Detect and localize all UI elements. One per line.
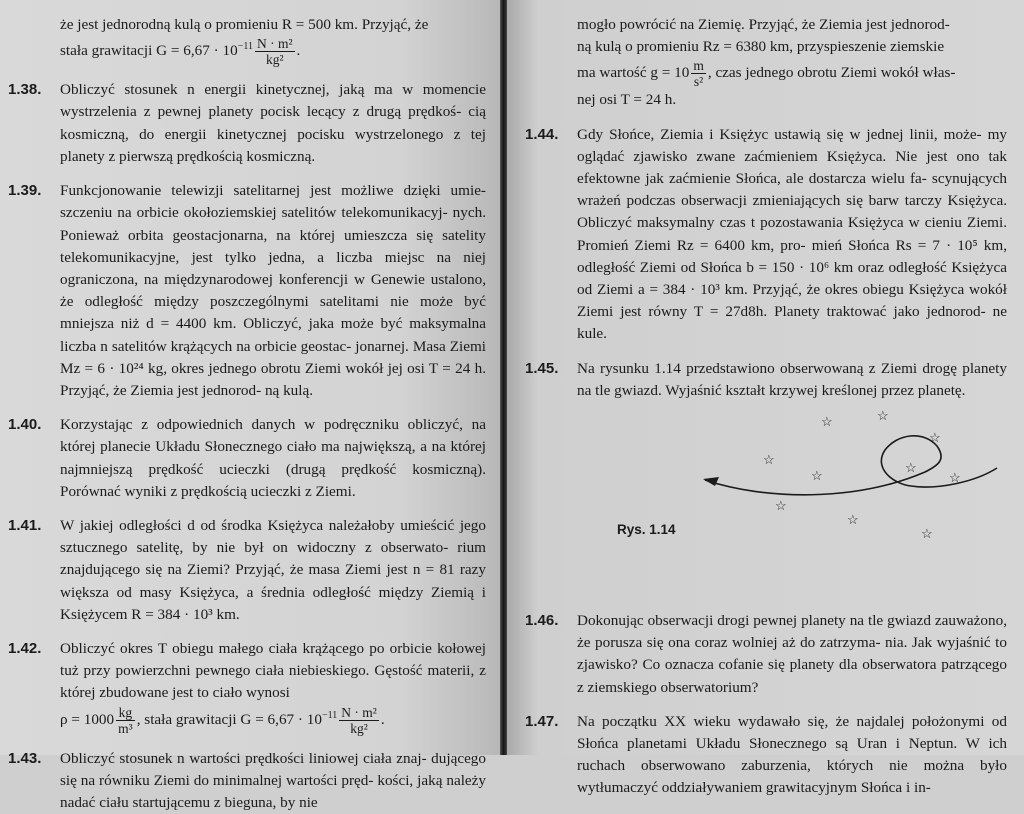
problem-text: Gdy Słońce, Ziemia i Księżyc ustawią się w jednej linii, może- my oglądać zjawisko zwane zaćmieniem Księżyca. Nie jest ono tak efektowne jak zaćmienie Słońca, ale dostarcza wielu fa- scynujących wrażeń podczas obserwacji zmieniających się barw tarczy Księżyca. Obliczyć maksymalny czas t pozostawania Księżyca w cieniu Ziemi. Promień Ziemi Rz = 6400 km, pro- mień Słońca Rs = 7 · 10⁵ km, odległość Ziemi od Słońca b = 150 · 10⁶ km oraz odległość Księżyca od Ziemi a = 384 · 10³ km. Przyjąć, że okres obiegu Księżyca wokół Ziemi jest równy T = 27d8h. Planety traktować jako jednorod- ne kule.: [577, 125, 1007, 343]
problem-number: 1.40.: [8, 416, 42, 434]
planet-path-diagram: [675, 402, 1007, 552]
right-page: [507, 0, 1024, 797]
problem-number: 1.47.: [525, 712, 559, 730]
star-icon: ☆: [821, 414, 833, 430]
intro-continuation: [8, 0, 486, 67]
problem-1-47: [525, 711, 1007, 800]
problem-1-45: [525, 358, 1007, 402]
problem-text: W jakiej odległości d od środka Księżyca należałoby umieścić jego sztucznego satelitę, by nie był on widoczny z obserwato- rium znajdującego się na Ziemi? Przyjąć, że masa Ziemi jest n = 81 razy większa od masy Księżyca, a średnia odległość między Ziemią i Księżycem R = 384 · 10³ km.: [60, 516, 486, 623]
intro-line-2: stała grawitacji $G = 6,67 \cdot 10^{-11}$ $\frac{\text{N · m²}}{\text{kg²}}$ .: [60, 36, 301, 68]
planet-path-curve: [705, 436, 997, 495]
star-icon: ☆: [929, 430, 941, 446]
problem-number: 1.46.: [525, 612, 559, 630]
problem-text: Na początku XX wieku wydawało się, że najdalej położonymi od Słońca planetami Układu Słonecznego są Uran i Neptun. W ich ruchach obserwowano zaburzenia, których nie można było wytłumaczyć oddziaływaniem grawitacyjnym Słońca i in-: [577, 712, 1007, 797]
problem-text: Obliczyć stosunek n wartości prędkości liniowej ciała znaj- dującego się na równiku Ziemi do minimalnej wartości pręd- kości, jaką należy nadać ciału startującemu z bieguna, by nie: [60, 749, 486, 812]
fraction: $\frac{m}{\text{s²}}$: [693, 58, 704, 90]
left-column: [8, 0, 486, 814]
left-page: [0, 0, 500, 812]
arrow-head-icon: [703, 477, 719, 486]
problem-1-40: [8, 414, 486, 503]
problem-number: 1.43.: [8, 749, 42, 767]
intro-line-1: że jest jednorodną kulą o promieniu R = 500 km. Przyjąć, że: [60, 16, 429, 33]
problem-number: 1.45.: [525, 359, 559, 377]
right-column: [525, 0, 1007, 800]
problem-text: Obliczyć stosunek n energii kinetycznej, jaką ma w momencie wystrzelenia z pewnej planety pocisk lecący z drugą prędkoś- cią kosmiczną, do energii kinetycznej pocisku wystrzelonego z tej planety z pierwszą prędkością kosmiczną.: [60, 81, 486, 165]
fraction: $\frac{\text{N · m²}}{\text{kg²}}$: [341, 704, 377, 736]
star-icon: ☆: [811, 468, 823, 484]
fraction: $\frac{kg}{\text{m³}}$: [118, 704, 133, 736]
star-icon: ☆: [775, 498, 787, 514]
gravity-formula: ma wartość g = 10 $\frac{m}{\text{s²}}$ , czas jednego obrotu Ziemi wokół włas-: [577, 58, 956, 90]
problem-text: Korzystając z odpowiednich danych w podręczniku obliczyć, na której planecie Układu Słonecznego ciało ma największą, a na której najmniejszą prędkość ucieczki (drugą prędkość kosmiczną). Porównać wyniki z prędkością ucieczki z Ziemi.: [60, 416, 486, 500]
figure-1-14: [525, 402, 1007, 610]
problem-1-39: [8, 180, 486, 402]
problem-1-43-continuation: mogło powrócić na Ziemię. Przyjąć, że Ziemia jest jednorod- ną kulą o promieniu Rz = 6380 km, przyspieszenie ziemskie ma wartość g = 10 $\frac{m}{\text{s²}}$ , czas jednego obrotu Ziemi wokół włas- nej osi T = 24 h.: [577, 16, 956, 109]
problem-text: Na rysunku 1.14 przedstawiono obserwowaną z Ziemi drogę planety na tle gwiazd. Wyjaśnić kształt krzywej kreślonej przez planetę.: [577, 359, 1007, 399]
problem-1-42: [8, 638, 486, 736]
problem-1-41: [8, 515, 486, 626]
problem-text: Obliczyć okres T obiegu małego ciała krążącego po orbicie kołowej tuż przy powierzchni pewnego ciała niebieskiego. Gęstość materii, z której zbudowane jest to ciało wynosi: [60, 639, 486, 702]
problem-1-46: [525, 610, 1007, 699]
problem-1-43: [8, 748, 486, 814]
problem-number: 1.44.: [525, 125, 559, 143]
star-icon: ☆: [763, 452, 775, 468]
star-icon: ☆: [905, 460, 917, 476]
book-gutter: [500, 0, 507, 755]
star-icon: ☆: [921, 526, 933, 542]
problem-number: 1.41.: [8, 516, 42, 534]
problem-text: Funkcjonowanie telewizji satelitarnej jest możliwe dzięki umie- szczeniu na orbicie okołoziemskiej satelitów telekomunikacyj- nych. Ponieważ orbita geostacjonarna, na której umieszcza się satelity telekomunikacyjne, jest tylko jedna, a liczba miejsc na niej ograniczona, na międzynarodowej konferencji w Genewie ustalono, że odległość między poszczególnymi satelitami nie może być mniejsza niż d = 4400 km. Obliczyć, jaka może być maksymalna liczba n satelitów krążących na orbicie geostac- jonarnej. Masa Ziemi Mz = 6 · 10²⁴ kg, okres jednego obrotu Ziemi wokół jej osi T = 24 h. Przyjąć, że Ziemia jest jednorod- ną kulą.: [60, 182, 486, 399]
star-icon: ☆: [877, 408, 889, 424]
fraction: $\frac{\text{N · m²}}{\text{kg²}}$: [256, 36, 293, 68]
problem-1-38: [8, 79, 486, 168]
problem-number: 1.42.: [8, 639, 42, 657]
problem-number: 1.39.: [8, 182, 42, 200]
density-formula: ρ = 1000 $\frac{kg}{\text{m³}}$ , stała grawitacji $G = 6,67 \cdot 10^{-11}$ $\frac{\text{N · m²}}{\text{kg²}}$ .: [60, 704, 385, 736]
problem-1-44: [525, 124, 1007, 346]
star-icon: ☆: [949, 470, 961, 486]
figure-caption: Rys. 1.14: [617, 522, 676, 538]
problem-number: 1.38.: [8, 81, 42, 99]
problem-text: Dokonując obserwacji drogi pewnej planety na tle gwiazd zauważono, że porusza się ona coraz wolniej aż do zatrzyma- nia. Jak wyjaśnić to zjawisko? Co oznacza cofanie się planety dla obserwatora patrzącego z ziemskiego obserwatorium?: [577, 612, 1007, 696]
star-icon: ☆: [847, 512, 859, 528]
